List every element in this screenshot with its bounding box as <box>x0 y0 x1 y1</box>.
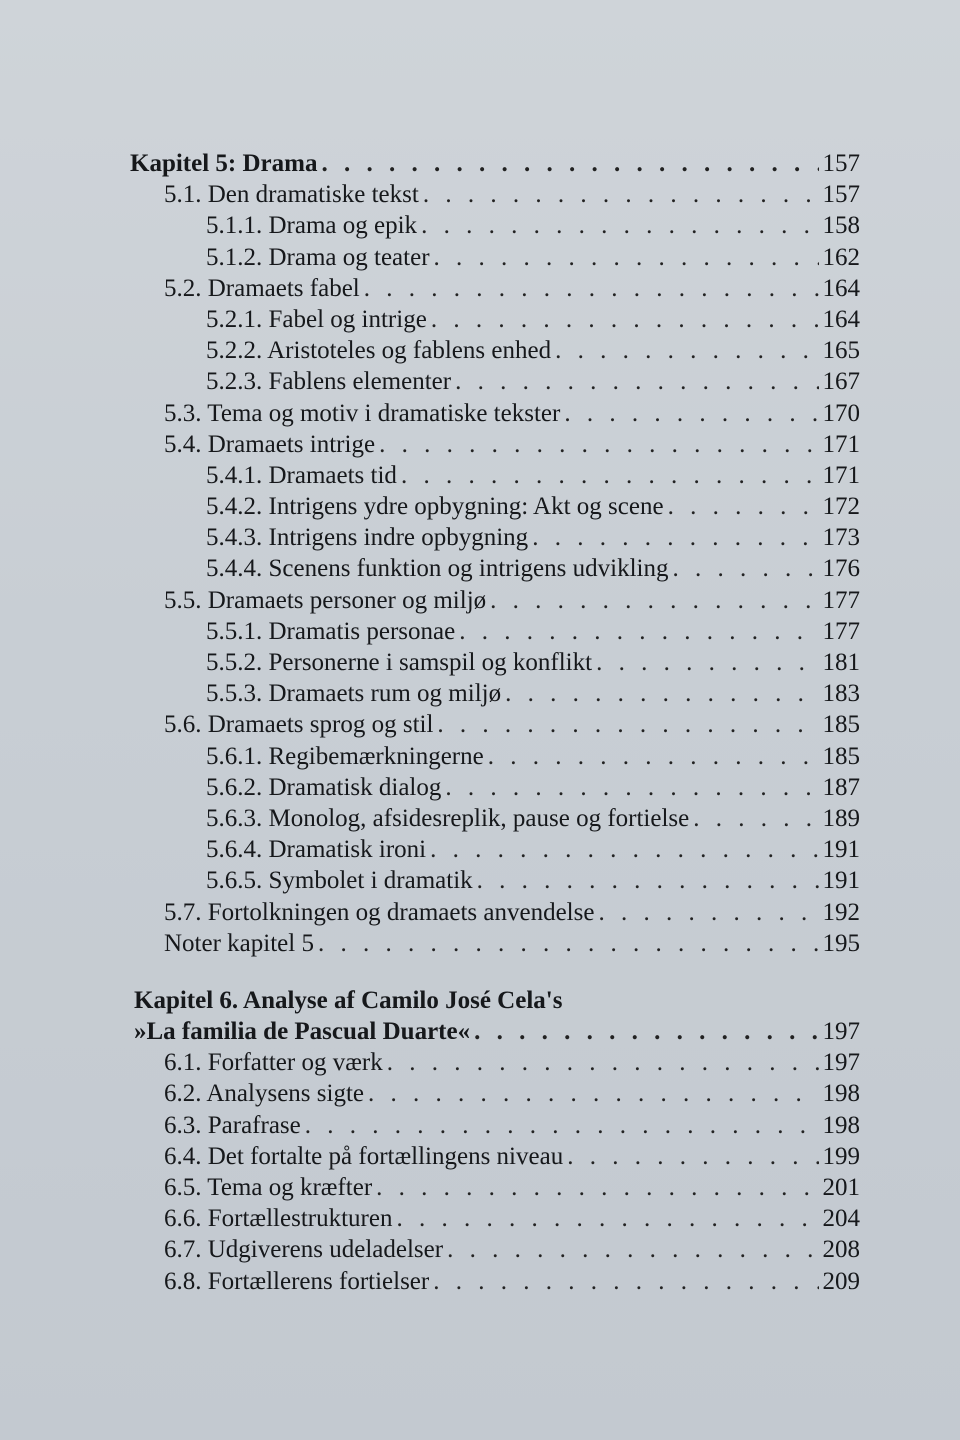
toc-entry <box>130 1110 860 1141</box>
page-number: 181 <box>822 649 860 676</box>
dot-leader <box>567 1141 818 1172</box>
toc-entry <box>130 210 860 241</box>
page-number: 157 <box>822 150 860 177</box>
dot-leader <box>505 678 818 709</box>
toc-entry <box>130 335 860 366</box>
toc-entry <box>130 834 860 865</box>
entry-label: 5.4.3. Intrigens indre opbygning <box>206 524 529 552</box>
page-number: 173 <box>822 524 860 552</box>
page-number: 198 <box>822 1111 860 1139</box>
dot-leader <box>672 553 818 584</box>
entry-label: 5.5. Dramaets personer og miljø <box>164 586 487 614</box>
dot-leader <box>387 1047 819 1078</box>
entry-label: 5.2.3. Fablens elementer <box>206 368 452 396</box>
toc-entry <box>130 1172 860 1203</box>
page-number: 165 <box>822 337 860 365</box>
entry-label: Noter kapitel 5 <box>164 929 314 957</box>
toc-entry <box>130 1266 860 1297</box>
toc-entry <box>130 678 860 709</box>
dot-leader <box>305 1110 819 1141</box>
entry-label: 6.3. Parafrase <box>164 1111 301 1139</box>
entry-label: 5.4.2. Intrigens ydre opbygning: Akt og scene <box>206 493 664 521</box>
toc-entry <box>130 1047 860 1078</box>
entry-label: 6.1. Forfatter og værk <box>164 1049 383 1077</box>
toc-entry <box>130 1078 860 1109</box>
dot-leader <box>598 897 818 928</box>
page-number: 177 <box>822 617 860 645</box>
page-number: 162 <box>822 243 860 271</box>
entry-label: 5.5.3. Dramaets rum og miljø <box>206 680 502 708</box>
entry-label: 5.1.1. Drama og epik <box>206 212 418 240</box>
page-number: 185 <box>822 742 860 770</box>
dot-leader <box>532 522 818 553</box>
page-number: 208 <box>822 1236 860 1264</box>
entry-label: 5.2.1. Fabel og intrige <box>206 305 427 333</box>
page-number: 191 <box>822 836 860 864</box>
entry-label: 5.3. Tema og motiv i dramatiske tekster <box>164 399 561 427</box>
toc-entry <box>130 647 860 678</box>
entry-label: 5.5.1. Dramatis personae <box>206 617 456 645</box>
toc-entry <box>130 709 860 740</box>
page-number: 176 <box>822 555 860 583</box>
toc-entry <box>130 741 860 772</box>
page-number: 164 <box>822 305 860 333</box>
toc-entry <box>130 1234 860 1265</box>
dot-leader <box>423 179 819 210</box>
dot-leader <box>434 242 819 273</box>
toc-entry <box>130 803 860 834</box>
toc-entry <box>130 366 860 397</box>
toc-entry <box>130 491 860 522</box>
entry-label: 6.7. Udgiverens udeladelser <box>164 1236 444 1264</box>
dot-leader <box>431 304 819 335</box>
entry-label: 5.6.4. Dramatisk ironi <box>206 836 427 864</box>
toc-chapter-5-heading <box>130 148 860 179</box>
dot-leader <box>321 148 818 179</box>
dot-leader <box>430 834 818 865</box>
page-number: 191 <box>822 867 860 895</box>
dot-leader <box>564 398 818 429</box>
toc-entry <box>130 398 860 429</box>
entry-label: 6.2. Analysens sigte <box>164 1080 364 1108</box>
page-number: 170 <box>822 399 860 427</box>
toc-chapter-6-heading-line1: Kapitel 6. Analyse af Camilo José Cela's <box>134 986 563 1014</box>
dot-leader <box>668 491 819 522</box>
entry-label: 5.4. Dramaets intrige <box>164 430 376 458</box>
dot-leader <box>447 1234 818 1265</box>
dot-leader <box>421 210 818 241</box>
chapter-gap <box>130 959 860 985</box>
chapter-5-entries <box>130 179 860 959</box>
entry-label: 5.6.2. Dramatisk dialog <box>206 773 442 801</box>
dot-leader <box>433 1266 818 1297</box>
toc-entry <box>130 460 860 491</box>
entry-label: 6.4. Det fortalte på fortællingens niveau <box>164 1142 564 1170</box>
toc-entry <box>130 897 860 928</box>
page-number: 197 <box>822 1018 860 1046</box>
toc-entry <box>130 865 860 896</box>
entry-label: 5.1.2. Drama og teater <box>206 243 430 271</box>
entry-label: 5.6.3. Monolog, afsidesreplik, pause og fortielse <box>206 804 690 832</box>
page-number: 197 <box>822 1049 860 1077</box>
page-number: 172 <box>822 493 860 521</box>
table-of-contents <box>130 148 860 1297</box>
toc-chapter-6-heading <box>130 1016 860 1047</box>
page-number: 187 <box>822 773 860 801</box>
page-number: 158 <box>822 212 860 240</box>
page-number: 171 <box>822 461 860 489</box>
entry-label: 5.2.2. Aristoteles og fablens enhed <box>206 337 552 365</box>
toc-entry <box>130 429 860 460</box>
dot-leader <box>555 335 818 366</box>
entry-label: 6.8. Fortællerens fortielser <box>164 1267 430 1295</box>
toc-entry <box>130 553 860 584</box>
entry-label: 5.6.5. Symbolet i dramatik <box>206 867 473 895</box>
entry-label: 5.4.1. Dramaets tid <box>206 461 397 489</box>
page-number: 185 <box>822 711 860 739</box>
page-number: 198 <box>822 1080 860 1108</box>
toc-entry <box>130 1141 860 1172</box>
dot-leader <box>596 647 818 678</box>
entry-label: 5.5.2. Personerne i samspil og konflikt <box>206 649 593 676</box>
page-number: 177 <box>822 586 860 614</box>
page-number: 164 <box>822 274 860 302</box>
page-number: 171 <box>822 430 860 458</box>
entry-label: 5.4.4. Scenens funktion og intrigens udvikling <box>206 555 669 583</box>
dot-leader <box>488 741 819 772</box>
page-number: 167 <box>822 368 860 396</box>
page-number: 189 <box>822 804 860 832</box>
chapter-title: »La familia de Pascual Duarte« <box>134 1018 471 1046</box>
entry-label: 5.6.1. Regibemærkningerne <box>206 742 484 770</box>
toc-entry <box>130 1203 860 1234</box>
dot-leader <box>474 1016 818 1047</box>
dot-leader <box>445 772 818 803</box>
dot-leader <box>401 460 819 491</box>
entry-label: 5.7. Fortolkningen og dramaets anvendelse <box>164 898 595 926</box>
toc-entry <box>130 273 860 304</box>
dot-leader <box>364 273 819 304</box>
dot-leader <box>368 1078 819 1109</box>
toc-entry <box>130 616 860 647</box>
toc-entry <box>130 928 860 959</box>
toc-entry <box>130 179 860 210</box>
dot-leader <box>437 709 818 740</box>
page-number: 209 <box>822 1267 860 1295</box>
chapter-title: Kapitel 5: Drama <box>130 150 318 177</box>
toc-entry <box>130 585 860 616</box>
dot-leader <box>477 865 819 896</box>
dot-leader <box>490 585 818 616</box>
entry-label: 5.1. Den dramatiske tekst <box>164 181 419 209</box>
page-number: 195 <box>822 929 860 957</box>
dot-leader <box>376 1172 818 1203</box>
dot-leader <box>455 366 818 397</box>
dot-leader <box>379 429 818 460</box>
toc-entry <box>130 242 860 273</box>
toc-entry <box>130 522 860 553</box>
page-number: 183 <box>822 680 860 708</box>
entry-label: 5.6. Dramaets sprog og stil <box>164 711 434 739</box>
dot-leader <box>318 928 819 959</box>
dot-leader <box>693 803 818 834</box>
page-number: 204 <box>822 1205 860 1233</box>
toc-entry <box>130 304 860 335</box>
page-number: 201 <box>822 1174 860 1201</box>
entry-label: 6.5. Tema og kræfter <box>164 1174 373 1201</box>
page-number: 192 <box>822 898 860 926</box>
page-number: 199 <box>822 1142 860 1170</box>
entry-label: 6.6. Fortællestrukturen <box>164 1205 393 1233</box>
page-number: 157 <box>822 181 860 209</box>
dot-leader <box>459 616 818 647</box>
entry-label: 5.2. Dramaets fabel <box>164 274 360 302</box>
toc-entry <box>130 772 860 803</box>
chapter-6-entries <box>130 1047 860 1297</box>
dot-leader <box>396 1203 818 1234</box>
